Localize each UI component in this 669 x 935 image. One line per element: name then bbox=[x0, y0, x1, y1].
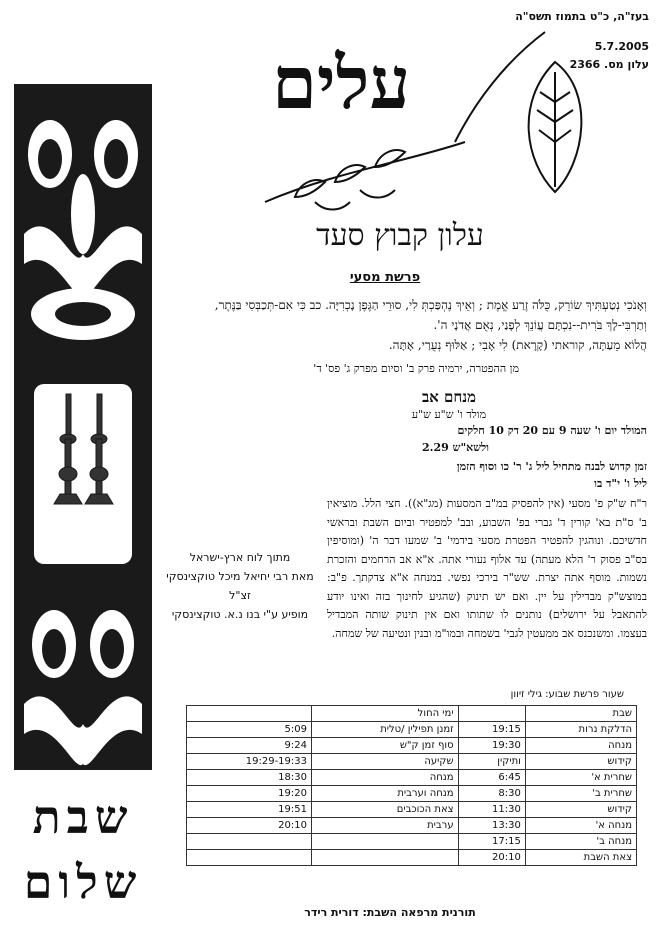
shiur-note: שעור פרשת שבוע: גילי זיוון bbox=[510, 689, 624, 700]
haftara-verse-line-1: וְאָנֹכִי נְטַעְתִּיךְ שׂוֹרֵק, כֻּלֹּה זֶרַע אֱמֶת ; וְאֵיךְ נֶהְפַּכְתְּ לִי, סוּרֵי הַגֶּפֶן נָכְרִיָּה. כב כִּי אִם-תְּכַבְּסִי בַּנֶּתֶר, bbox=[214, 298, 647, 312]
shalom-word: שלום bbox=[23, 855, 143, 909]
weekday-header: ימי החול bbox=[312, 706, 459, 722]
haftara-verse-line-3: הֲלוֹא מֵעַתָּה, קוראתי (קָרָאת) לִי אָבִי ; אַלּוּף נְעֻרַי, אָתָּה. bbox=[388, 338, 647, 352]
table-row: צאת השבת 20:10 bbox=[187, 850, 637, 866]
kiddush-levana: זמן קדוש לבנה מתחיל ליל ג' ר' כו וסוף הזמן bbox=[456, 460, 647, 473]
month-title: מנחם אב bbox=[421, 388, 477, 406]
prayer-times-table bbox=[186, 705, 637, 866]
molad-year: מולד ו' ש"ע ש"ע bbox=[411, 408, 487, 421]
table-row: קידוש ותיקין שקיעה 19:29-19:33 bbox=[187, 754, 637, 770]
credit-line-2: מאת רבי יחיאל מיכל טוקצינסקי זצ"ל bbox=[166, 570, 314, 602]
hebrew-date: בעז"ה, כ"ט בתמוז תשס"ה bbox=[515, 10, 649, 23]
credit-line-3: מופיע ע"י בנו נ.א. טוקצינסקי bbox=[171, 608, 309, 621]
table-row: שחרית ב' 8:30 מנחה וערבית 19:20 bbox=[187, 786, 637, 802]
table-row: שחרית א' 6:45 מנחה 18:30 bbox=[187, 770, 637, 786]
footer-note: תורנית מרפאה השבת: דורית רידר bbox=[304, 906, 476, 919]
haftara-source: מן ההפטרה, ירמיה פרק ב' וסיום מפרק ג' פס' ד' bbox=[313, 362, 519, 375]
table-row: קידוש 11:30 צאת הכוכבים 19:51 bbox=[187, 802, 637, 818]
shabbat-shalom-block bbox=[14, 770, 152, 920]
table-row: מנחה א' 13:30 ערבית 20:10 bbox=[187, 818, 637, 834]
newsletter-subtitle: עלון קבוץ סעד bbox=[316, 218, 484, 253]
molad-time-2: ולשא"ש 2.29 bbox=[422, 441, 489, 454]
parasha-title: פרשת מסעי bbox=[349, 270, 421, 285]
halacha-paragraph: ר"ח ש"ק פ' מסעי (אין להפסיק במ"ב המסעות (מג"א)). חצי הלל. מוציאין ב' ס"ת בא' קורין ד' גברי בפ' השבוע, ובב' למפטיר וביום השבת ובראשי חדשיכם. ונוהגין להפטיר הפטרת מסעי בידמי' ב' שמעו דבר ה' (ומוסיפין בס"ב פסוק ר' הלא מעתה) עד אלוף נעורי אתה. א"א אב הרחמים והזכרת נשמות. מוסף אתה יצרת. שש"ר בירכי נפשי. במנחה א"א צדקתך. פ"ב: במוצש"ק מבדילין על יין. ואם יש תינוק (שהגיע לחינוך בזה ואינו יודע להתאבל על ירושלים) נותנים לו שתותו ואם אין תינוק שותה המבדיל בעצמו. ומשנכנס אב ממעטין לגבי' בשמחה ובמו"מ ובנין ונטיעה של שמחה. bbox=[327, 497, 647, 640]
issue-number: עלון מס. 2366 bbox=[569, 58, 649, 71]
table-row: הדלקת נרות 19:15 זמנן תפילין /טלית 5:09 bbox=[187, 722, 637, 738]
kiddush-levana-2: ליל ו' י"ד בו bbox=[594, 477, 647, 490]
haftara-verse-line-2: וְתַרְבִּי-לָךְ בֹּרִית--נִכְתָּם עֲוֹנֵךְ לְפָנַי, נְאֻם אֲדֹנָי ה'. bbox=[433, 318, 647, 332]
calendar-credit bbox=[160, 548, 320, 624]
table-row: מנחה ב' 17:15 bbox=[187, 834, 637, 850]
shabbat-word: שבת bbox=[32, 790, 134, 844]
logo-wordmark: עלים bbox=[272, 40, 411, 125]
shabbat-header: שבת bbox=[525, 706, 636, 722]
table-header-row bbox=[187, 706, 637, 722]
gregorian-date: 5.7.2005 bbox=[594, 40, 649, 53]
molad-time: המולד יום ו' שעה 9 עם 20 דק 10 חלקים bbox=[457, 424, 647, 437]
table-row: מנחה 19:30 סוף זמן ק"ש 9:24 bbox=[187, 738, 637, 754]
credit-line-1: מתוך לוח ארץ-ישראל bbox=[189, 551, 291, 564]
